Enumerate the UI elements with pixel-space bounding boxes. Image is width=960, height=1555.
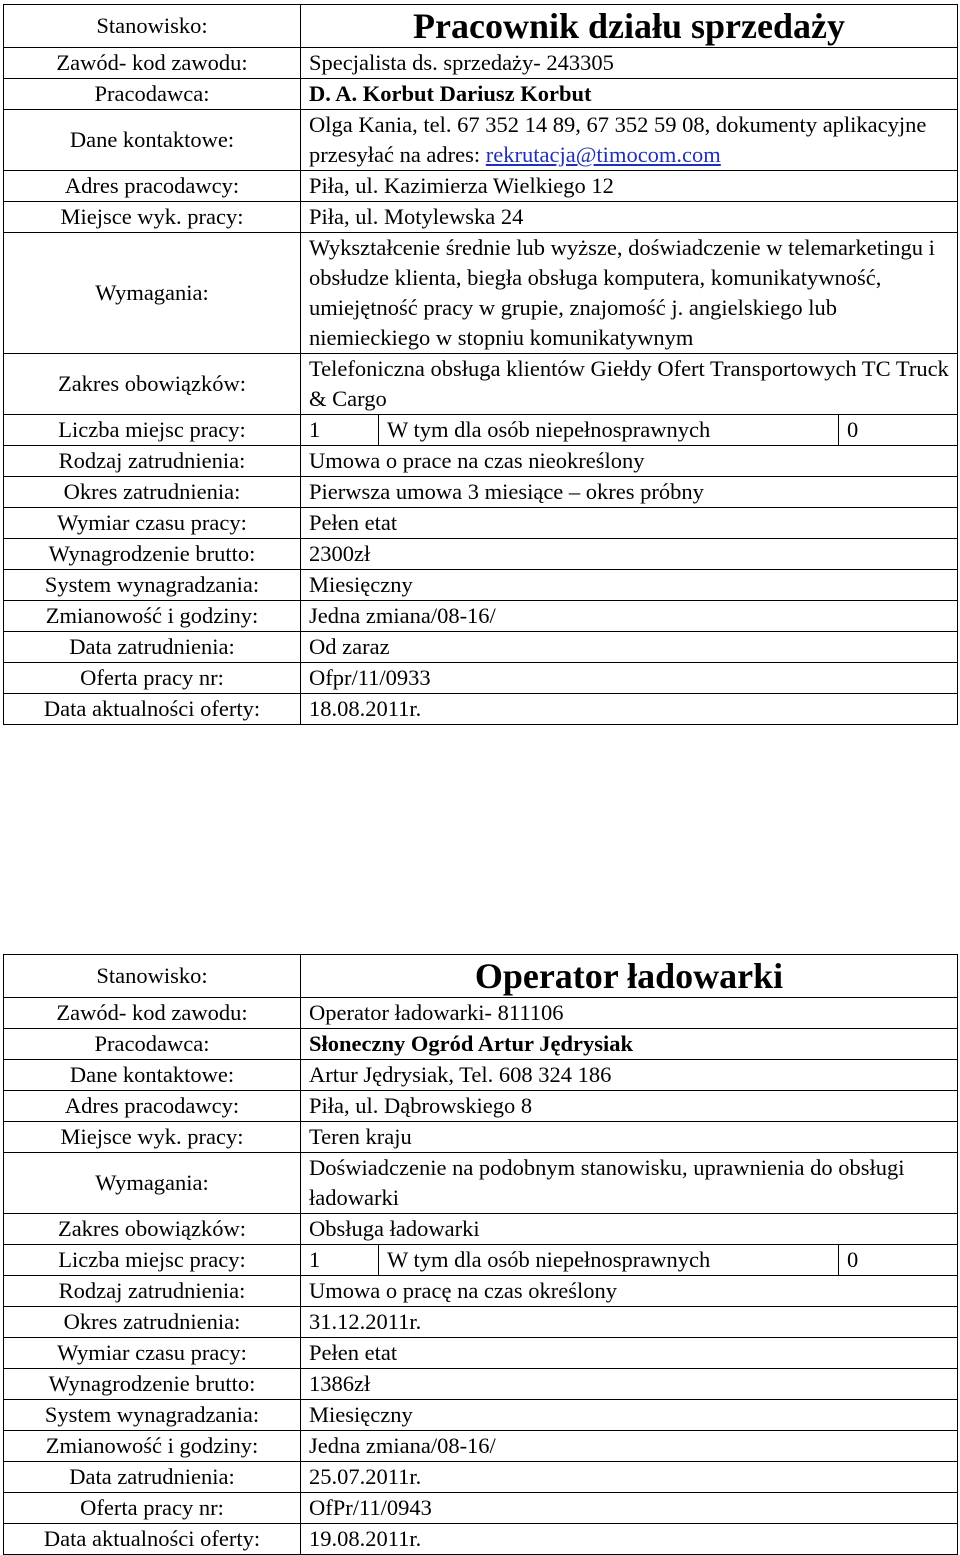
label-okres: Okres zatrudnienia:: [4, 1307, 301, 1338]
label-zakres: Zakres obowiązków:: [4, 1214, 301, 1245]
label-wymiar: Wymiar czasu pracy:: [4, 508, 301, 539]
label-data-akt: Data aktualności oferty:: [4, 694, 301, 725]
label-niepelno: W tym dla osób niepełnosprawnych: [379, 415, 839, 446]
job-offer-2: [3, 954, 958, 1555]
pay-system: Miesięczny: [301, 570, 958, 601]
working-time: Pełen etat: [301, 508, 958, 539]
job-offer-1: [3, 4, 958, 725]
disabled-positions-count: 0: [839, 1245, 958, 1276]
label-wymiar: Wymiar czasu pracy:: [4, 1338, 301, 1369]
shifts-hours: Jedna zmiana/08-16/: [301, 1431, 958, 1462]
offer-number: OfPr/11/0943: [301, 1493, 958, 1524]
label-pracodawca: Pracodawca:: [4, 79, 301, 110]
start-date: Od zaraz: [301, 632, 958, 663]
label-zmianowosc: Zmianowość i godziny:: [4, 601, 301, 632]
valid-date: 18.08.2011r.: [301, 694, 958, 725]
label-wymagania: Wymagania:: [4, 1153, 301, 1214]
label-zakres: Zakres obowiązków:: [4, 354, 301, 415]
label-wynagrodzenie: Wynagrodzenie brutto:: [4, 539, 301, 570]
job-title: Pracownik działu sprzedaży: [301, 5, 958, 48]
employer: D. A. Korbut Dariusz Korbut: [301, 79, 958, 110]
requirements: Wykształcenie średnie lub wyższe, doświadczenie w telemarketingu i obsłudze klienta, biegła obsługa komputera, komunikatywność, umiejętność pracy w grupie, znajomość j. angielskiego lub niemieckiego w stopniu komunikatywnym: [301, 233, 958, 354]
contact-details: [301, 110, 958, 171]
pay-system: Miesięczny: [301, 1400, 958, 1431]
label-system: System wynagradzania:: [4, 570, 301, 601]
employer-address: Piła, ul. Kazimierza Wielkiego 12: [301, 171, 958, 202]
disabled-positions-count: 0: [839, 415, 958, 446]
start-date: 25.07.2011r.: [301, 1462, 958, 1493]
offer-number: Ofpr/11/0933: [301, 663, 958, 694]
label-dane: Dane kontaktowe:: [4, 110, 301, 171]
label-data-zatr: Data zatrudnienia:: [4, 1462, 301, 1493]
label-rodzaj: Rodzaj zatrudnienia:: [4, 1276, 301, 1307]
label-wymagania: Wymagania:: [4, 233, 301, 354]
working-time: Pełen etat: [301, 1338, 958, 1369]
label-pracodawca: Pracodawca:: [4, 1029, 301, 1060]
contact-details: Artur Jędrysiak, Tel. 608 324 186: [301, 1060, 958, 1091]
duties: Obsługa ładowarki: [301, 1214, 958, 1245]
label-data-akt: Data aktualności oferty:: [4, 1524, 301, 1555]
label-miejsce: Miejsce wyk. pracy:: [4, 1122, 301, 1153]
label-stanowisko: Stanowisko:: [4, 5, 301, 48]
label-rodzaj: Rodzaj zatrudnienia:: [4, 446, 301, 477]
email-link[interactable]: rekrutacja@timocom.com: [485, 142, 721, 167]
label-stanowisko: Stanowisko:: [4, 955, 301, 998]
positions-count: 1: [301, 415, 379, 446]
requirements: Doświadczenie na podobnym stanowisku, uprawnienia do obsługi ładowarki: [301, 1153, 958, 1214]
employment-type: Umowa o pracę na czas określony: [301, 1276, 958, 1307]
work-location: Piła, ul. Motylewska 24: [301, 202, 958, 233]
label-data-zatr: Data zatrudnienia:: [4, 632, 301, 663]
label-adres: Adres pracodawcy:: [4, 171, 301, 202]
label-adres: Adres pracodawcy:: [4, 1091, 301, 1122]
label-miejsce: Miejsce wyk. pracy:: [4, 202, 301, 233]
employment-type: Umowa o prace na czas nieokreślony: [301, 446, 958, 477]
label-dane: Dane kontaktowe:: [4, 1060, 301, 1091]
duties: Telefoniczna obsługa klientów Giełdy Ofert Transportowych TC Truck & Cargo: [301, 354, 958, 415]
valid-date: 19.08.2011r.: [301, 1524, 958, 1555]
label-liczba: Liczba miejsc pracy:: [4, 1245, 301, 1276]
label-zmianowosc: Zmianowość i godziny:: [4, 1431, 301, 1462]
shifts-hours: Jedna zmiana/08-16/: [301, 601, 958, 632]
job-title: Operator ładowarki: [301, 955, 958, 998]
label-system: System wynagradzania:: [4, 1400, 301, 1431]
gross-salary: 1386zł: [301, 1369, 958, 1400]
gross-salary: 2300zł: [301, 539, 958, 570]
occupation-code: Specjalista ds. sprzedaży- 243305: [301, 48, 958, 79]
label-okres: Okres zatrudnienia:: [4, 477, 301, 508]
label-oferta: Oferta pracy nr:: [4, 663, 301, 694]
label-zawod: Zawód- kod zawodu:: [4, 998, 301, 1029]
label-oferta: Oferta pracy nr:: [4, 1493, 301, 1524]
label-liczba: Liczba miejsc pracy:: [4, 415, 301, 446]
employment-period: Pierwsza umowa 3 miesiące – okres próbny: [301, 477, 958, 508]
label-niepelno: W tym dla osób niepełnosprawnych: [379, 1245, 839, 1276]
label-zawod: Zawód- kod zawodu:: [4, 48, 301, 79]
work-location: Teren kraju: [301, 1122, 958, 1153]
employer-address: Piła, ul. Dąbrowskiego 8: [301, 1091, 958, 1122]
contact-text: Olga Kania, tel. 67 352 14 89, 67 352 59 08, dokumenty aplikacyjne przesyłać na adres:: [309, 112, 927, 167]
employment-period: 31.12.2011r.: [301, 1307, 958, 1338]
positions-count: 1: [301, 1245, 379, 1276]
label-wynagrodzenie: Wynagrodzenie brutto:: [4, 1369, 301, 1400]
occupation-code: Operator ładowarki- 811106: [301, 998, 958, 1029]
employer: Słoneczny Ogród Artur Jędrysiak: [301, 1029, 958, 1060]
